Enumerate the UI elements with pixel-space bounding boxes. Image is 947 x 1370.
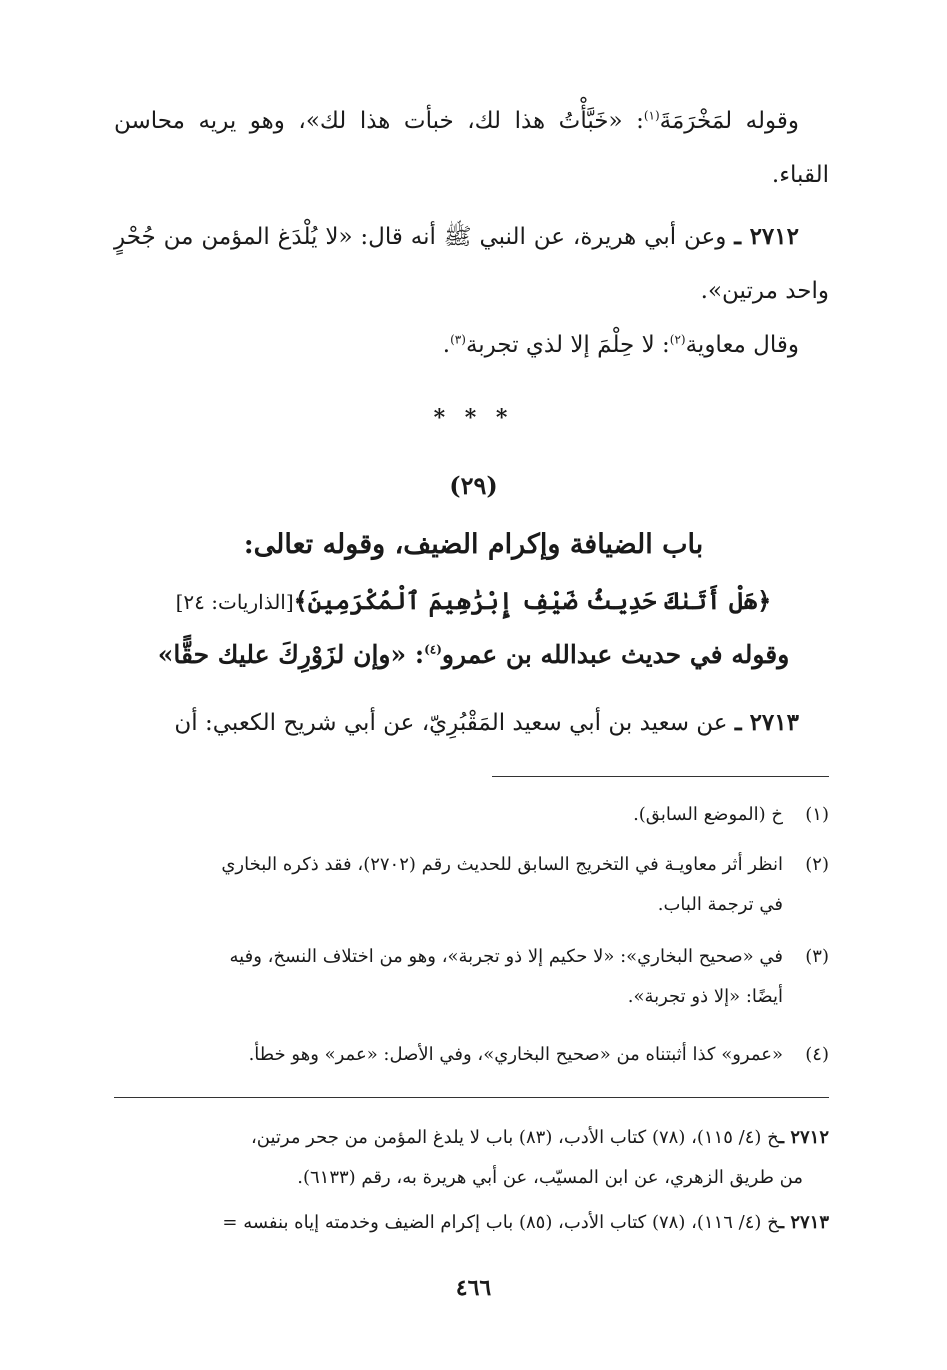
quran-verse: ﴿هَلْ أَتَىٰكَ حَدِيثُ ضَيْفِ إِبْرَٰهِيمَ ٱلْمُكْرَمِينَ﴾ bbox=[293, 586, 772, 615]
footnote-text: في «صحيح البخاري»: «لا حكيم إلا ذو تجربة»، وهو من اختلاف النسخ، وفيه bbox=[229, 946, 783, 967]
footnote-4 bbox=[114, 1035, 829, 1075]
paragraph-muawiya bbox=[114, 318, 829, 372]
footnote-number: (٢) bbox=[805, 854, 829, 875]
footnote-number: (٣) bbox=[805, 946, 829, 967]
verse-reference: [الذاريات: ٢٤] bbox=[175, 590, 294, 614]
subtitle-text-before: وقوله في حديث عبدالله بن عمرو bbox=[441, 640, 790, 669]
footnote-number: (١) bbox=[805, 804, 829, 825]
source-number-2712: ٢٧١٢ ـ bbox=[778, 1127, 829, 1148]
footnote-text-continued: أيضًا: «إلا ذو تجربة». bbox=[627, 986, 783, 1007]
subtitle-text-after: : «وإن لزَوْرِكَ عليك حقًّا» bbox=[157, 640, 425, 669]
p3-text-mid: : لا حِلْمَ إلا لذي تجربة bbox=[465, 332, 670, 358]
hadith-2713 bbox=[114, 696, 829, 750]
footnote-number: (٤) bbox=[805, 1044, 829, 1065]
hadith-2712-text: وعن أبي هريرة، عن النبي ﷺ أنه قال: «لا يُلْدَغ المؤمن من جُحْرٍ واحد مرتين». bbox=[114, 224, 829, 304]
hadith-2713-text: عن سعيد بن أبي سعيد المَقْبُرِيّ، عن أبي شريح الكعبي: أن bbox=[174, 710, 728, 736]
footnote-ref-4: (٤) bbox=[424, 642, 442, 657]
section-separator-stars: * * * bbox=[433, 405, 514, 431]
chapter-number: (٢٩) bbox=[449, 471, 498, 500]
footnote-2 bbox=[114, 845, 829, 925]
source-2712 bbox=[114, 1118, 829, 1198]
p1-text-after: : «خَبَّأْتُ هذا لك، خبأت هذا لك»، وهو يريه محاسن القباء. bbox=[114, 108, 829, 188]
sources-separator bbox=[114, 1097, 829, 1098]
hadith-2712 bbox=[114, 210, 829, 318]
source-number-2713: ٢٧١٣ ـ bbox=[778, 1212, 829, 1233]
hadith-number-2713: ٢٧١٣ ـ bbox=[734, 709, 799, 736]
footnote-text: «عمرو» كذا أثبتناه من «صحيح البخاري»، وفي الأصل: «عمر» وهو خطأ. bbox=[248, 1044, 783, 1065]
hadith-number-2712: ٢٧١٢ ـ bbox=[734, 223, 799, 250]
paragraph-makhrama bbox=[114, 94, 829, 202]
p3-text-before: وقال معاوية bbox=[685, 332, 799, 358]
page-number: ٤٦٦ bbox=[455, 1275, 492, 1301]
footnote-text: انظر أثر معاويـة في التخريج السابق للحديث رقم (٢٧٠٢)، فقد ذكره البخاري bbox=[221, 854, 783, 875]
chapter-subtitle bbox=[0, 632, 947, 678]
quran-verse-line bbox=[0, 578, 947, 625]
footnote-separator bbox=[492, 776, 829, 777]
footnote-text-continued: في ترجمة الباب. bbox=[657, 894, 783, 915]
footnote-ref-1: (١) bbox=[643, 108, 660, 123]
p1-text-before: وقوله لمَخْرَمَةَ bbox=[659, 108, 799, 134]
footnote-1 bbox=[114, 795, 829, 835]
source-2712-line1: خ (٤/ ١١٥)، (٧٨) كتاب الأدب، (٨٣) باب لا يلدغ المؤمن من جحر مرتين، bbox=[250, 1127, 779, 1148]
source-2713 bbox=[114, 1203, 829, 1243]
source-2713-line1: خ (٤/ ١١٦)، (٧٨) كتاب الأدب، (٨٥) باب إكرام الضيف وخدمته إياه بنفسه = bbox=[222, 1212, 779, 1233]
footnote-ref-3: (٣) bbox=[450, 332, 466, 347]
chapter-title: باب الضيافة وإكرام الضيف، وقوله تعالى: bbox=[243, 529, 704, 560]
footnote-text: خ (الموضع السابق). bbox=[633, 804, 783, 825]
footnote-3 bbox=[114, 937, 829, 1017]
source-2712-line2: من طريق الزهري، عن ابن المسيّب، عن أبي هريرة به، رقم (٦١٣٣). bbox=[297, 1167, 803, 1188]
footnote-ref-2: (٢) bbox=[669, 332, 686, 347]
p3-text-end: . bbox=[442, 332, 451, 358]
